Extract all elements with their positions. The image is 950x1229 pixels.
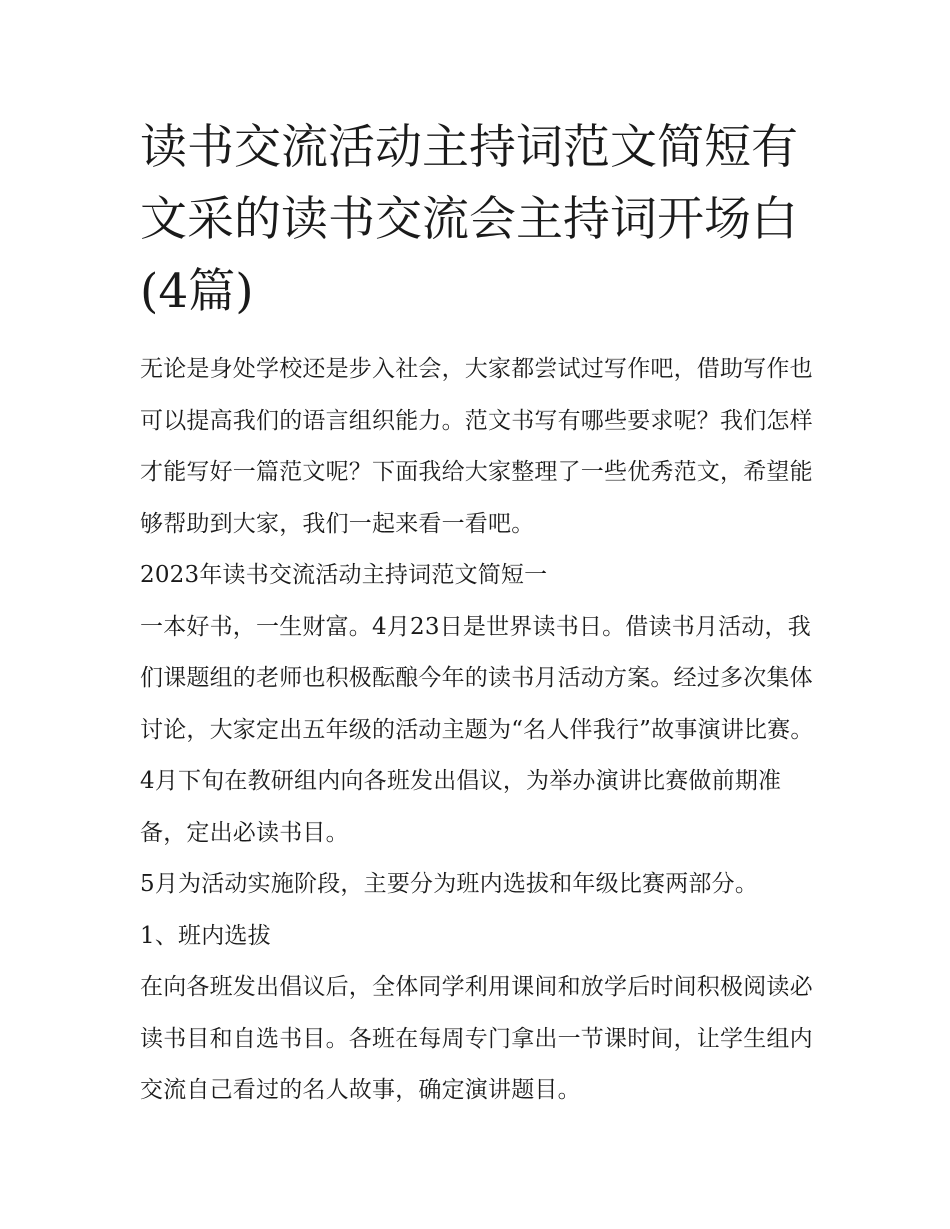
section-heading: 2023年读书交流活动主持词范文简短一 [140,562,548,588]
body-paragraph: 在向各班发出倡议后，全体同学利用课间和放学后时间积极阅读必读书目和自选书目。各班在每周专门拿出一节课时间，让学生组内交流自己看过的名人故事，确定演讲题目。 [140,974,813,1103]
body-paragraph: 5月为活动实施阶段，主要分为班内选拔和年级比赛两部分。 [140,871,759,897]
document-page [140,112,820,1117]
body-paragraph: 一本好书，一生财富。4月23日是世界读书日。借读书月活动，我们课题组的老师也积极酝酿今年的读书月活动方案。经过多次集体讨论，大家定出五年级的活动主题为“名人伴我行”故事演讲比赛。4月下旬在教研组内向各班发出倡议，为举办演讲比赛做前期准备，定出必读书目。 [140,613,814,846]
subsection-heading: 1、班内选拔 [140,922,271,949]
intro-paragraph: 无论是身处学校还是步入社会，大家都尝试过写作吧，借助写作也可以提高我们的语言组织能力。范文书写有哪些要求呢？我们怎样才能写好一篇范文呢？下面我给大家整理了一些优秀范文，希望能够帮助到大家，我们一起来看一看吧。 [140,356,813,537]
document-title: 读书交流活动主持词范文简短有文采的读书交流会主持词开场白(4篇) [140,120,798,319]
document-body [140,344,820,1117]
